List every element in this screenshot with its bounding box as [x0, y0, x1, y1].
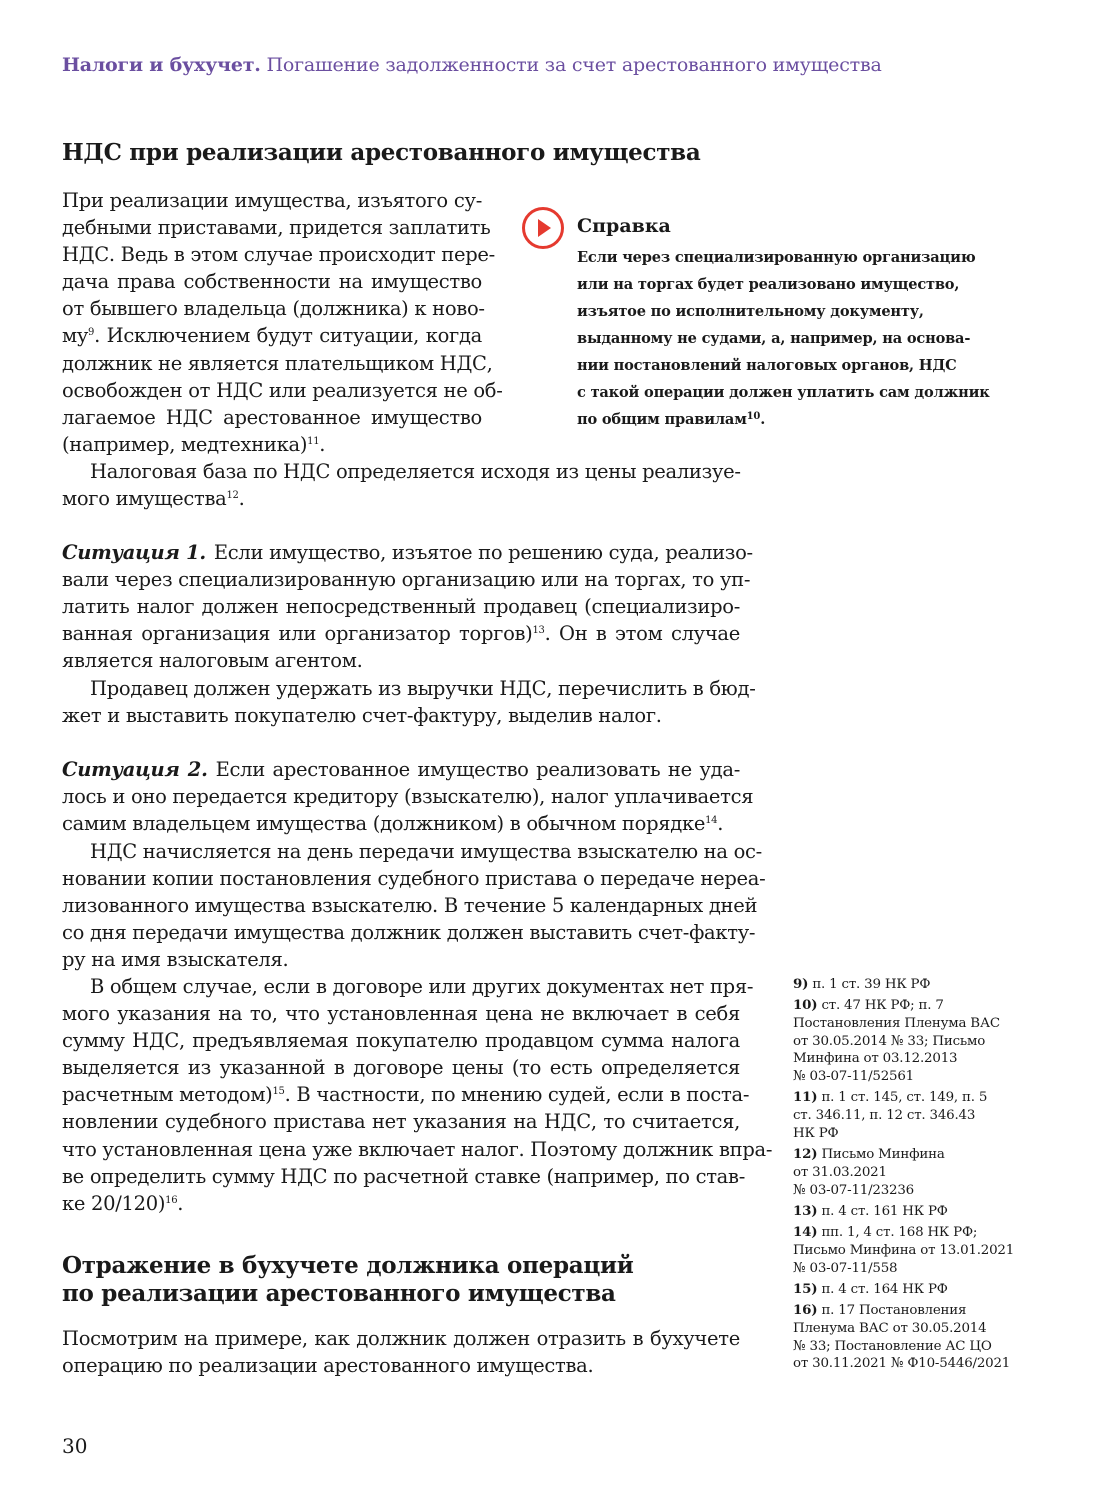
footnote-ref: 15: [272, 1086, 285, 1098]
footnote-number: 12): [793, 1146, 818, 1163]
footnote-line: 11) п. 1 ст. 145, ст. 149, п. 5: [793, 1089, 988, 1106]
footnote-number: 14): [793, 1224, 818, 1241]
reference-title: Справка: [577, 215, 671, 237]
play-circle-icon: [522, 207, 564, 249]
footnote-line: № 03-07-11/52561: [793, 1069, 915, 1085]
text-line: (например, медтехника)$^{11}$.: [62, 432, 326, 456]
text-line: ве определить сумму НДС по расчетной ставке (например, по став-: [62, 1164, 745, 1188]
text-line: освобожден от НДС или реализуется не об-: [62, 378, 503, 402]
text-line: лизованного имущества взыскателю. В течение 5 календарных дней: [62, 894, 758, 918]
footnote-line: 9) п. 1 ст. 39 НК РФ: [793, 976, 931, 992]
text-line: мого указания на то, что установленная цена не включает в себя: [62, 1002, 740, 1026]
reference-line: или на торгах будет реализовано имущество,: [577, 276, 960, 293]
footnote: [793, 976, 1023, 994]
text-line: жет и выставить покупателю счет-фактуру, выделив налог.: [62, 704, 662, 728]
text-line: дебными приставами, придется заплатить: [62, 216, 491, 240]
text-line: новании копии постановления судебного пристава о передаче нереа-: [62, 867, 766, 891]
text-line: лагаемое НДС арестованное имущество: [62, 405, 482, 429]
text-line: Посмотрим на примере, как должник должен отразить в бухучете: [62, 1327, 740, 1350]
text-line: НДС. Ведь в этом случае происходит пере-: [62, 243, 495, 267]
footnote-line: 10) ст. 47 НК РФ; п. 7: [793, 997, 944, 1014]
footnote: [793, 1089, 1023, 1142]
reference-line: изъятое по исполнительному документу,: [577, 303, 924, 320]
footnote-ref: 9: [88, 327, 95, 339]
footnote-line: 12) Письмо Минфина: [793, 1146, 945, 1163]
text-line: лось и оно передается кредитору (взыскателю), налог уплачивается: [62, 785, 754, 809]
text-line: является налоговым агентом.: [62, 649, 363, 673]
header-section: Налоги и бухучет.: [62, 54, 261, 76]
footnote-line: 16) п. 17 Постановления: [793, 1302, 967, 1319]
heading-line: по реализации арестованного имущества: [62, 1280, 616, 1307]
footnote-line: от 30.11.2021 № Ф10-5446/2021: [793, 1356, 1011, 1372]
footnote-line: Письмо Минфина от 13.01.2021: [793, 1242, 1015, 1258]
situation-label: Ситуация 1.: [62, 541, 206, 564]
reference-line: по общим правилам$^{10}$.: [577, 411, 766, 428]
heading-line: Отражение в бухучете должника операций: [62, 1252, 634, 1279]
paragraph: [62, 838, 766, 973]
footnote: [793, 1281, 1023, 1299]
footnote-line: № 03-07-11/23236: [793, 1182, 915, 1198]
footnote-line: 13) п. 4 ст. 161 НК РФ: [793, 1202, 948, 1219]
footnote-ref: 10: [746, 411, 761, 422]
text-line: латить налог должен непосредственный продавец (специализиро-: [62, 595, 740, 619]
footnote-line: № 33; Постановление АС ЦО: [793, 1338, 992, 1354]
paragraph: [62, 187, 503, 458]
reference-line: с такой операции должен уплатить сам должник: [577, 384, 990, 401]
footnote-line: Минфина от 03.12.2013: [793, 1051, 958, 1067]
reference-text: [577, 244, 990, 433]
text-line: что установленная цена уже включает налог. Поэтому должник впра-: [62, 1137, 773, 1161]
text-line: должник не является плательщиком НДС,: [62, 351, 493, 375]
footnote: [793, 997, 1023, 1086]
text-line: При реализации имущества, изъятого су-: [62, 189, 482, 212]
paragraph: [62, 973, 773, 1217]
text-line: сумму НДС, предъявляемая покупателю продавцом сумма налога: [62, 1029, 740, 1053]
running-header: [62, 54, 882, 76]
reference-line: нии постановлений налоговых органов, НДС: [577, 357, 957, 374]
text-line: новлении судебного пристава нет указания на НДС, то считается,: [62, 1110, 740, 1134]
footnote-line: 15) п. 4 ст. 164 НК РФ: [793, 1280, 948, 1297]
text-line: Продавец должен удержать из выручки НДС, перечислить в бюд-: [90, 677, 756, 700]
footnotes: [793, 976, 1023, 1377]
section-heading-2: [62, 1252, 634, 1308]
footnote-line: Постановления Пленума ВАС: [793, 1016, 1000, 1031]
footnote-line: от 30.05.2014 № 33; Письмо: [793, 1033, 986, 1049]
footnote: [793, 1203, 1023, 1221]
footnote-number: 9): [793, 976, 809, 992]
footnote: [793, 1146, 1023, 1199]
footnote-line: НК РФ: [793, 1125, 839, 1141]
footnote-number: 15): [793, 1280, 818, 1297]
text-line: вали через специализированную организацию или на торгах, то уп-: [62, 568, 751, 592]
section-heading: НДС при реализации арестованного имущества: [62, 139, 701, 166]
footnote-number: 13): [793, 1202, 818, 1219]
footnote: [793, 1302, 1023, 1373]
text-line: операцию по реализации арестованного имущества.: [62, 1354, 594, 1378]
footnote-number: 11): [793, 1089, 818, 1106]
footnote-ref: 11: [307, 435, 320, 447]
paragraph: [62, 675, 756, 729]
text-line: со дня передачи имущества должник должен выставить счет-факту-: [62, 921, 756, 945]
text-line: самим владельцем имущества (должником) в обычном порядке$^{14}$.: [62, 812, 724, 836]
text-line: ванная организация или организатор торгов)$^{13}$. Он в этом случае: [62, 622, 740, 646]
text-line: Ситуация 2. Если арестованное имущество реализовать не уда-: [62, 758, 740, 781]
paragraph: [62, 1325, 740, 1379]
footnote-line: ст. 346.11, п. 12 ст. 346.43: [793, 1108, 976, 1124]
text-line: от бывшего владельца (должника) к ново-: [62, 297, 485, 321]
footnote-ref: 12: [226, 490, 239, 502]
text-line: выделяется из указанной в договоре цены (то есть определяется: [62, 1056, 740, 1080]
situation-2-paragraph: [62, 756, 754, 837]
footnote-line: от 31.03.2021: [793, 1164, 887, 1180]
text-line: Ситуация 1. Если имущество, изъятое по решению суда, реализо-: [62, 541, 753, 564]
footnote-number: 10): [793, 997, 818, 1014]
text-line: НДС начисляется на день передачи имущества взыскателю на ос-: [90, 840, 762, 863]
text-line: В общем случае, если в договоре или других документах нет пря-: [90, 975, 754, 998]
text-line: $му^9$. Исключением будут ситуации, когда: [62, 324, 482, 348]
paragraph: [62, 458, 740, 512]
text-line: Налоговая база по НДС определяется исходя из цены реализуе-: [90, 460, 741, 483]
reference-line: выданному не судами, а, например, на основа-: [577, 330, 971, 347]
footnote-number: 16): [793, 1302, 818, 1319]
footnote-ref: 14: [705, 815, 718, 827]
text-line: дача права собственности на имущество: [62, 270, 482, 294]
text-line: мого имущества$^{12}$.: [62, 487, 245, 511]
footnote-line: № 03-07-11/558: [793, 1260, 898, 1276]
footnote-line: Пленума ВАС от 30.05.2014: [793, 1320, 987, 1336]
footnote-ref: 16: [165, 1194, 178, 1206]
footnote: [793, 1224, 1023, 1277]
situation-1-paragraph: [62, 539, 753, 674]
text-line: ке 20/120)$^{16}$.: [62, 1191, 184, 1215]
situation-label: Ситуация 2.: [62, 758, 208, 781]
footnote-ref: 13: [532, 625, 545, 637]
header-title: Погашение задолженности за счет арестованного имущества: [266, 54, 882, 76]
reference-line: Если через специализированную организацию: [577, 249, 976, 266]
text-line: ру на имя взыскателя.: [62, 948, 289, 972]
text-line: расчетным методом)$^{15}$. В частности, по мнению судей, если в поста-: [62, 1083, 750, 1107]
footnote-line: 14) пп. 1, 4 ст. 168 НК РФ;: [793, 1224, 978, 1241]
page-number: 30: [62, 1434, 88, 1458]
